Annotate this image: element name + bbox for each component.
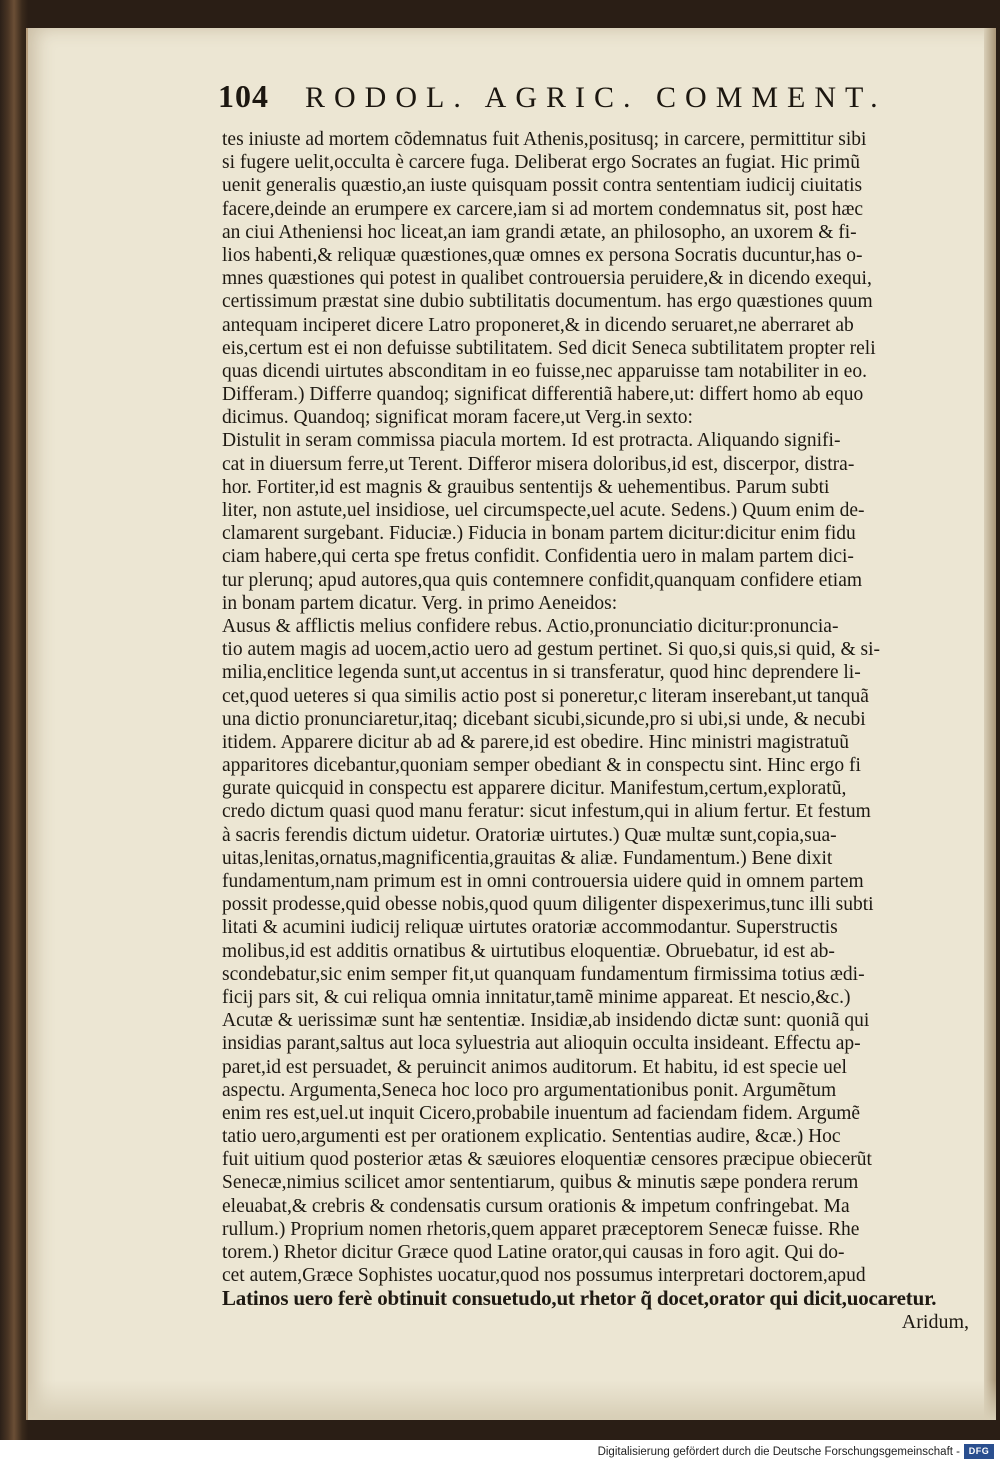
text-line: Senecæ,nimius scilicet amor sententiarum, quibus & minutis sæpe pondera rerum [222,1172,859,1194]
text-line: enim res est,uel.ut inquit Cicero,probabile inuentum ad faciendam fidem. Argumẽ [222,1102,861,1124]
text-line: liter, non astute,uel insidiose, uel circumspecte,uel acute. Sedens.) Quum enim de- [222,500,865,521]
dfg-logo: DFG [964,1444,994,1459]
text-line: ciam habere,qui certa spe fretus confidit. Confidentia uero in malam partem dici- [222,546,854,568]
page-bottom-margin [28,1380,996,1420]
text-line: rullum.) Proprium nomen rhetoris,quem apparet præceptorem Senecæ fuisse. Rhe [222,1218,860,1240]
text-line: Ausus & afflictis melius confidere rebus. Actio,pronunciatio dicitur:pronuncia- [222,615,839,637]
text-line: molibus,id est additis ornatibus & uirtutibus eloquentiæ. Obruebatur, id est ab- [222,940,835,962]
text-line: an ciui Atheniensi hoc liceat,an iam grandi ætate, an philosopho, an uxorem & fi- [222,221,857,243]
text-line: tatio uero,argumenti est per orationem explicatio. Sententias audire, &cæ.) Hoc [222,1126,841,1148]
text-line: scondebatur,sic enim semper fit,ut quanquam fundamentum firmissima totius ædi- [222,963,865,985]
text-line: apparitores dicebantur,quoniam semper obediant & in conspectu sint. Hinc ergo fi [222,755,861,777]
page-header [218,78,938,118]
text-line: paret,id est persuadet, & peruincit animos auditorum. Et habitu, id est specie uel [222,1056,847,1078]
text-line: tio autem magis ad uocem,actio uero ad gestum pertinet. Si quo,si quis,si quid, & si- [222,639,881,661]
text-line: credo dictum quasi quod manu feratur: sicut infestum,qui in alium fertur. Et festum [222,801,871,823]
footer-bar [0,1440,1000,1464]
text-line: uitas,lenitas,ornatus,magnificentia,grauitas & aliæ. Fundamentum.) Bene dixit [222,847,833,869]
text-line: Differam.) Differre quandoq; significat differentiã habere,ut: differt homo ab equo [222,384,864,406]
text-line: in bonam partem dicatur. Verg. in primo Aeneidos: [222,592,618,614]
text-line: lios habenti,& reliquæ quæstiones,quæ omnes ex persona Socratis ducuntur,has o- [222,244,863,266]
body-text [222,128,987,1334]
text-line: insidias parant,saltus aut loca syluestria aut alioquin occulta insideant. Effectu ap- [222,1033,861,1055]
running-title: RODOL. AGRIC. COMMENT. [305,81,887,114]
text-line: gurate quicquid in conspectu est apparere dicitur. Manifestum,certum,exploratũ, [222,778,847,800]
text-line: antequam inciperet dicere Latro proponeret,& in dicendo seruaret,ne aberraret ab [222,314,854,336]
text-line: cet,quod ueteres si qua similis actio post si poneretur,c literam inserebant,ut tanquã [222,685,869,707]
text-line: hor. Fortiter,id est magnis & grauibus sententijs & uehementibus. Parum subti [222,476,830,498]
text-line: certissimum præstat sine dubio subtilitatis documentum. has ergo quæstiones quum [222,291,873,313]
text-line: eis,certum est ei non defuisse subtilitatem. Sed dicit Seneca subtilitatem propter reli [222,337,876,359]
text-line: litati & acumini iudicij reliquæ uirtutes oratoriæ accommodantur. Superstructis [222,917,838,939]
text-line: fundamentum,nam primum est in omni controuersia uidere quid in omnem partem [222,871,864,892]
text-line: clamarent surgebant. Fiduciæ.) Fiducia in bonam partem dicitur:dicitur enim fidu [222,523,856,545]
text-line: possit prodesse,quid obesse nobis,quod quum diligenter dispexerimus,tunc illi subti [222,894,874,916]
text-line: si fugere uelit,occulta è carcere fuga. Deliberat ergo Socrates an fugiat. Hic primũ [222,152,860,174]
text-line: Acutæ & uerissimæ sunt hæ sententiæ. Insidiæ,ab insidendo dictæ sunt: quoniã qui [222,1010,870,1032]
text-line: à sacris ferendis dictum uidetur. Oratoriæ uirtutes.) Quæ multæ sunt,copia,sua- [222,824,837,846]
text-line: facere,deinde an erumpere ex carcere,iam si ad mortem condemnatus sit, post hæc [222,198,864,220]
catchword: Aridum, [901,1310,969,1333]
text-line: cet autem,Græce Sophistes uocatur,quod nos possumus interpretari doctorem,apud [222,1265,866,1287]
text-line: itidem. Apparere dicitur ab ad & parere,id est obedire. Hinc ministri magistratuũ [222,731,850,753]
text-line: Distulit in seram commissa piacula mortem. Id est protracta. Aliquando signifi- [222,430,841,452]
text-line: fuit uitium quod posterior ætas & sæuiores eloquentiæ censores præcipue obiecerũt [222,1149,872,1171]
text-line: Latinos uero ferè obtinuit consuetudo,ut rhetor q̃ docet,orator qui dicit,uocaretur. [222,1287,937,1311]
text-line: milia,enclitice legenda sunt,ut accentus in si transferatur, quod hinc deprendere li- [222,662,861,684]
funding-credit: Digitalisierung gefördert durch die Deutsche Forschungsgemeinschaft - [597,1446,960,1458]
text-line: ficij pars sit, & cui reliqua omnia innitatur,tamẽ minime appareat. Et nescio,&c.) [222,986,851,1008]
text-line: cat in diuersum ferre,ut Terent. Differor misera doloribus,id est, discerpor, distra- [222,453,855,475]
text-line: dicimus. Quandoq; significat moram facere,ut Verg.in sexto: [222,407,693,429]
text-line: eleuabat,& crebris & condensatis cursum orationis & impetum confringebat. Ma [222,1195,850,1217]
text-line: torem.) Rhetor dicitur Græce quod Latine orator,qui causas in foro agit. Qui do- [222,1242,845,1263]
page-number: 104 [218,78,269,114]
text-line: tes iniuste ad mortem cõdemnatus fuit Athenis,positusq; in carcere, permittitur sibi [222,129,867,150]
text-line: uenit generalis quæstio,an iuste quisquam possit contra sententiam iudicij ciuitatis [222,175,863,197]
text-line: quas dicendi uirtutes absconditam in eo fuisse,nec apparuisse tam notabiliter in eo. [222,360,867,382]
text-line: una dictio pronunciaretur,itaq; dicebant sicubi,sicunde,pro si ubi,si unde, & necubi [222,708,866,730]
text-line: tur plerunq; apud autores,qua quis contemnere confidit,quanquam confidere etiam [222,569,863,591]
text-line: mnes quæstiones qui potest in qualibet controuersia peruidere,& in dicendo exequi, [222,268,872,290]
text-line: aspectu. Argumenta,Seneca hoc loco pro argumentationibus ponit. Argumẽtum [222,1079,837,1101]
